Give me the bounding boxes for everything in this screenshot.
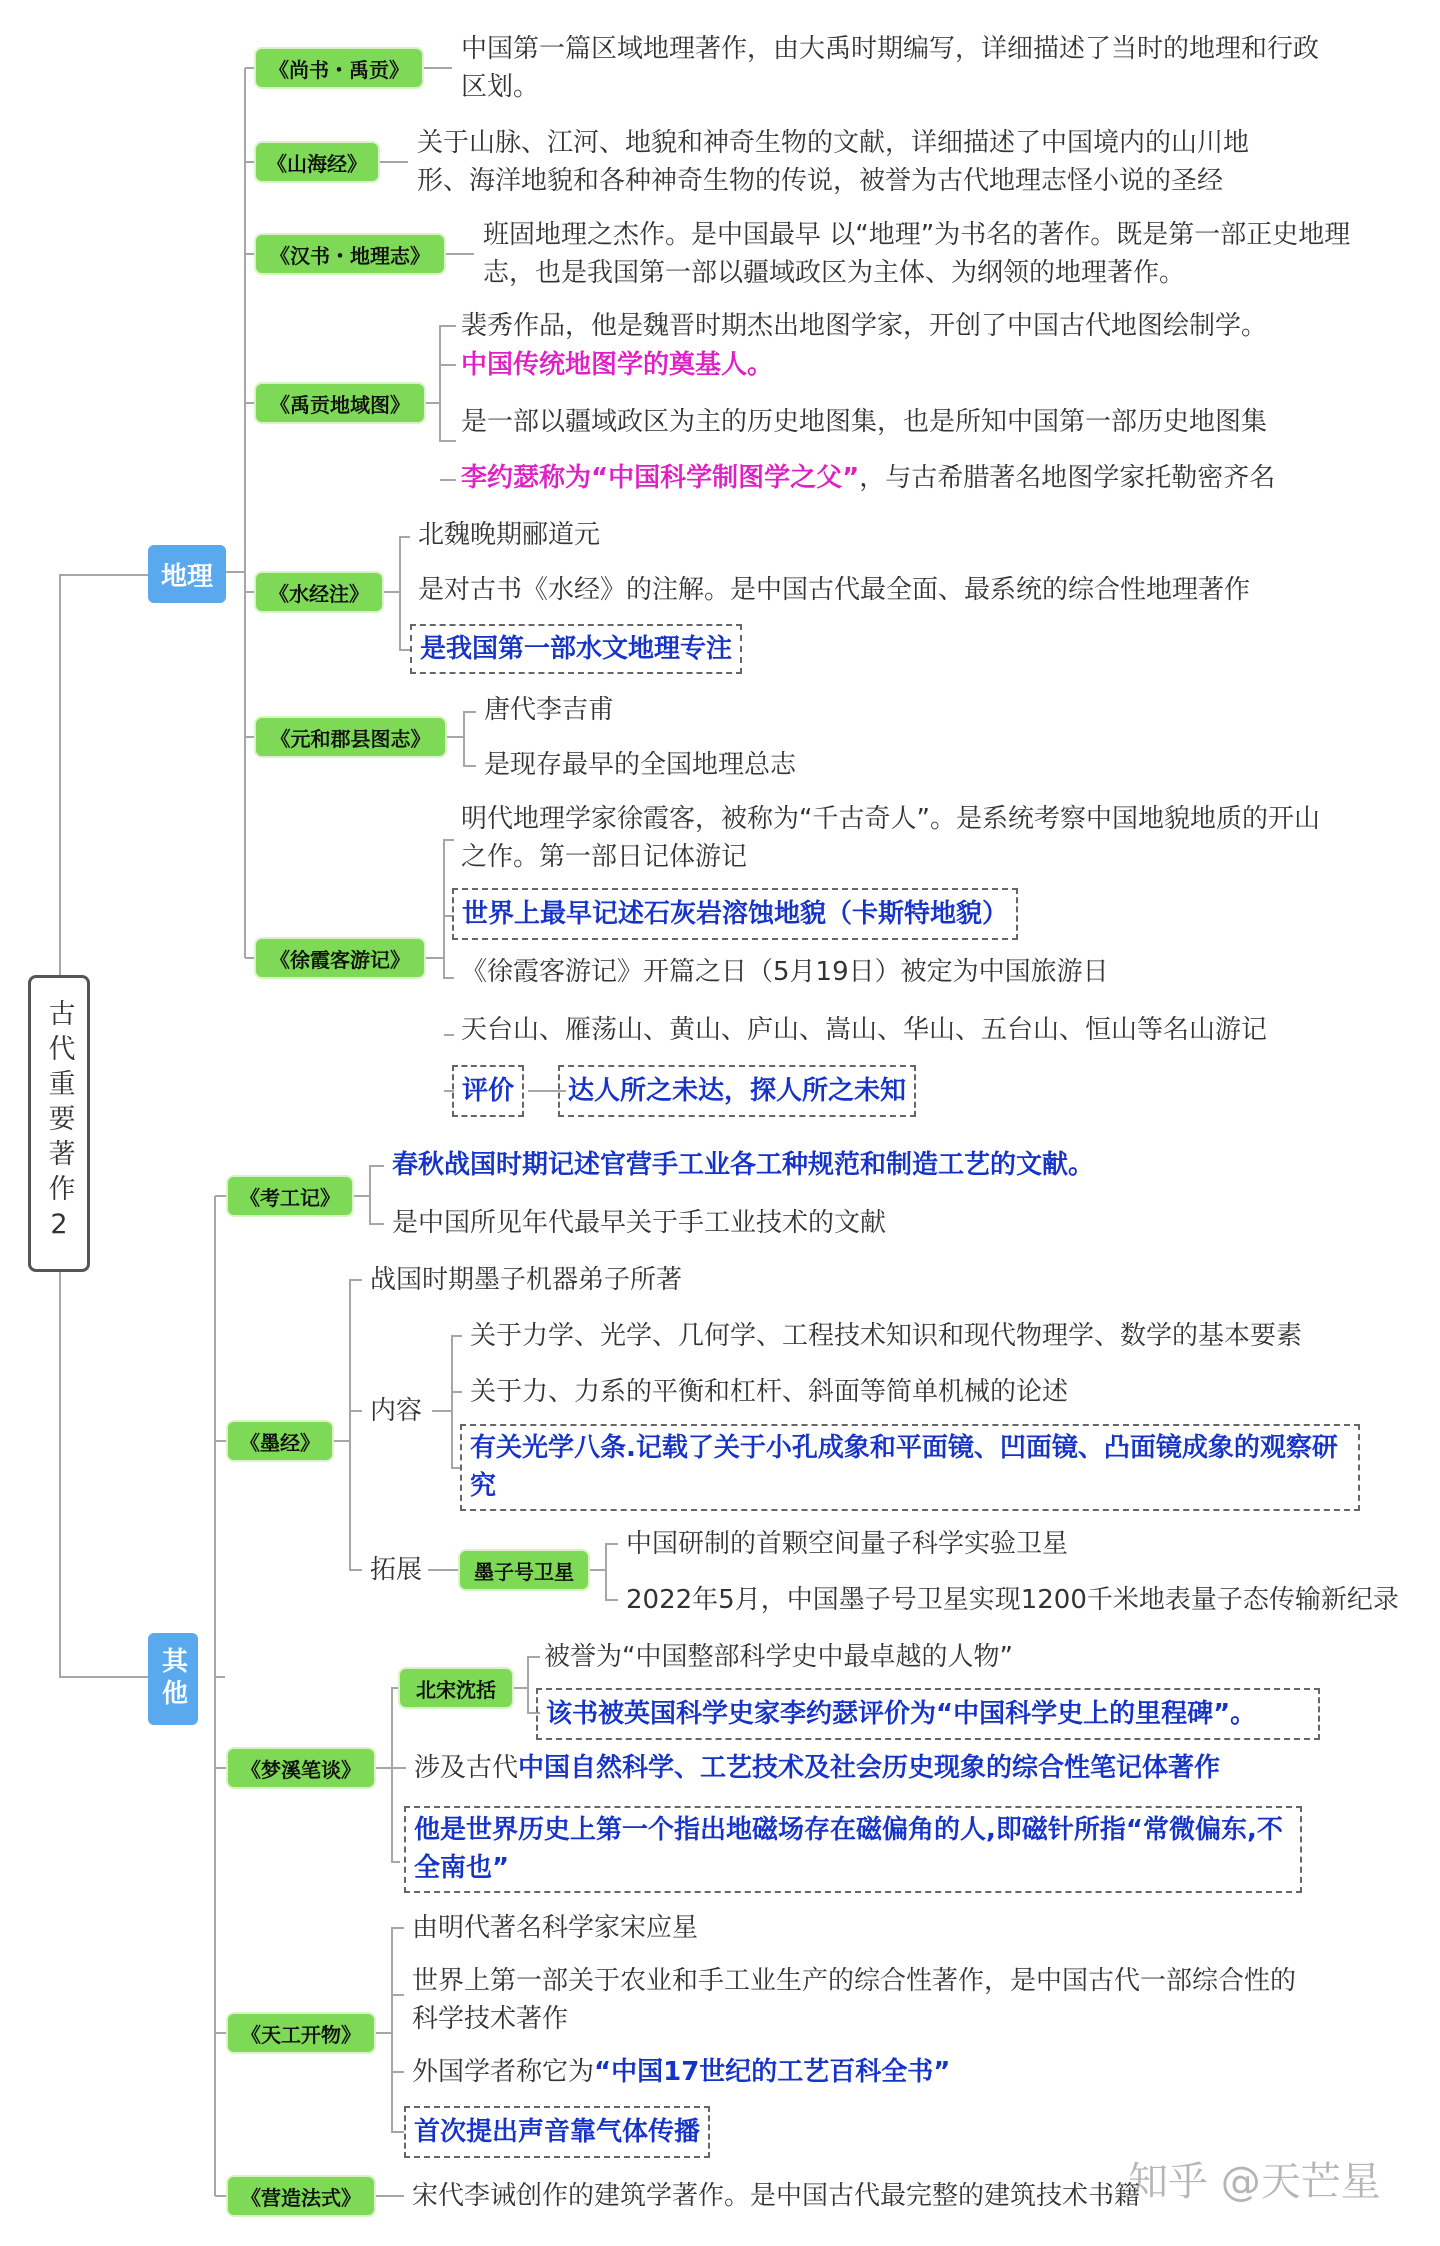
note-yugong-4 xyxy=(461,459,1275,497)
note-mengxi-author-2: 该书被英国科学史家李约瑟评价为“中国科学史上的里程碑”。 xyxy=(536,1688,1320,1740)
note-xuxiake-4: 天台山、雁荡山、黄山、庐山、嵩山、华山、五台山、恒山等名山游记 xyxy=(461,1015,1268,1045)
book-mojing: 《墨经》 xyxy=(228,1422,332,1460)
book-yuanhe: 《元和郡县图志》 xyxy=(256,718,445,756)
note-xuxiake-2: 世界上最早记述石灰岩溶蚀地貌（卡斯特地貌） xyxy=(452,888,1018,940)
book-yugong-map: 《禹贡地域图》 xyxy=(256,384,424,422)
note-satellite-2: 2022年5月，中国墨子号卫星实现1200千米地表量子态传输新纪录 xyxy=(626,1585,1399,1615)
note-shangshu: 中国第一篇区域地理著作，由大禹时期编写，详细描述了当时的地理和行政区划。 xyxy=(461,34,1320,102)
note-kaogong-1: 春秋战国时期记述官营手工业各工种规范和制造工艺的文献。 xyxy=(392,1150,1095,1180)
mojing-content-label: 内容 xyxy=(370,1396,423,1426)
category-other-label: 其他 xyxy=(157,1647,188,1711)
note-yugong-4-rest: ，与古希腊著名地图学家托勒密齐名 xyxy=(859,463,1276,493)
note-mojing-content-3: 有关光学八条.记载了关于小孔成象和平面镜、凹面镜、凸面镜成象的观察研究 xyxy=(460,1424,1360,1511)
mengxi-author-node: 北宋沈括 xyxy=(400,1669,512,1707)
note-tiangong-2: 世界上第一部关于农业和手工业生产的综合性著作，是中国古代一部综合性的科学技术著作 xyxy=(412,1966,1297,2034)
note-mojing-1: 战国时期墨子机器弟子所著 xyxy=(370,1265,683,1295)
note-mengxi-2-highlight: 中国自然科学、工艺技术及社会历史现象的综合性笔记体著作 xyxy=(518,1753,1221,1783)
note-yuanhe-2: 是现存最早的全国地理总志 xyxy=(484,750,797,780)
note-hanshu: 班固地理之杰作。是中国最早 以“地理”为书名的著作。既是第一部正史地理志，也是我国第一部以疆域政区为主体、为纲领的地理著作。 xyxy=(483,220,1351,288)
note-yingzao-1: 宋代李诫创作的建筑学著作。是中国古代最完整的建筑技术书籍 xyxy=(412,2181,1141,2211)
book-hanshu: 《汉书・地理志》 xyxy=(256,235,444,273)
root-label: 古代重要著作2 xyxy=(43,999,75,1248)
note-shuijing-1: 北魏晚期郦道元 xyxy=(418,520,601,550)
note-satellite-1: 中国研制的首颗空间量子科学实验卫星 xyxy=(626,1529,1069,1559)
book-kaogongji: 《考工记》 xyxy=(228,1177,352,1215)
book-xuxiake: 《徐霞客游记》 xyxy=(256,939,424,977)
note-yugong-2: 中国传统地图学的奠基人。 xyxy=(461,350,774,380)
mojing-extend-label: 拓展 xyxy=(370,1555,423,1585)
note-mojing-content-1: 关于力学、光学、几何学、工程技术知识和现代物理学、数学的基本要素 xyxy=(470,1321,1303,1351)
category-geography-label: 地理 xyxy=(160,561,213,592)
note-tiangong-3-highlight: “中国17世纪的工艺百科全书” xyxy=(594,2057,951,2087)
note-tiangong-1: 由明代著名科学家宋应星 xyxy=(412,1913,699,1943)
note-yugong-4-highlight: 李约瑟称为“中国科学制图学之父” xyxy=(461,463,860,493)
note-xuxiake-3: 《徐霞客游记》开篇之日（5月19日）被定为中国旅游日 xyxy=(461,957,1109,987)
mojing-satellite-node: 墨子号卫星 xyxy=(460,1551,588,1589)
note-mengxi-author-1: 被誉为“中国整部科学史中最卓越的人物” xyxy=(544,1642,1013,1672)
book-shanhaijing: 《山海经》 xyxy=(256,143,378,181)
note-tiangong-3-prefix: 外国学者称它为 xyxy=(412,2057,595,2087)
note-xuxiake-evaluation: 达人所之未达，探人所之未知 xyxy=(558,1065,916,1117)
note-mengxi-2-prefix: 涉及古代 xyxy=(414,1753,519,1783)
category-other xyxy=(148,1633,198,1725)
book-mengxi: 《梦溪笔谈》 xyxy=(228,1749,374,1787)
note-tiangong-3 xyxy=(412,2053,950,2091)
note-mengxi-2 xyxy=(414,1749,1220,1787)
note-xuxiake-evaluation-label: 评价 xyxy=(452,1065,524,1117)
book-shangshu: 《尚书・禹贡》 xyxy=(256,49,422,87)
category-geography xyxy=(148,545,226,603)
note-shuijing-3: 是我国第一部水文地理专注 xyxy=(410,624,742,674)
note-yugong-1: 裴秀作品，他是魏晋时期杰出地图学家，开创了中国古代地图绘制学。 xyxy=(461,311,1268,341)
note-mengxi-3: 他是世界历史上第一个指出地磁场存在磁偏角的人,即磁针所指“常微偏东,不全南也” xyxy=(404,1806,1302,1893)
book-yingzao: 《营造法式》 xyxy=(228,2177,374,2215)
root-node xyxy=(28,975,90,1272)
note-tiangong-4: 首次提出声音靠气体传播 xyxy=(404,2106,710,2158)
book-shuijingzhu: 《水经注》 xyxy=(256,573,382,611)
note-shanhaijing: 关于山脉、江河、地貌和神奇生物的文献，详细描述了中国境内的山川地形、海洋地貌和各种神奇生物的传说，被誉为古代地理志怪小说的圣经 xyxy=(417,128,1250,196)
note-shuijing-2: 是对古书《水经》的注解。是中国古代最全面、最系统的综合性地理著作 xyxy=(418,575,1251,605)
note-yugong-3: 是一部以疆域政区为主的历史地图集，也是所知中国第一部历史地图集 xyxy=(461,407,1268,437)
note-yuanhe-1: 唐代李吉甫 xyxy=(484,695,615,725)
book-tiangong: 《天工开物》 xyxy=(228,2014,374,2052)
note-xuxiake-1: 明代地理学家徐霞客，被称为“千古奇人”。是系统考察中国地貌地质的开山之作。第一部日记体游记 xyxy=(461,804,1320,872)
note-kaogong-2: 是中国所见年代最早关于手工业技术的文献 xyxy=(392,1208,887,1238)
watermark: 知乎 @天芒星 xyxy=(1128,2159,1381,2205)
note-mojing-content-2: 关于力、力系的平衡和杠杆、斜面等简单机械的论述 xyxy=(470,1377,1069,1407)
